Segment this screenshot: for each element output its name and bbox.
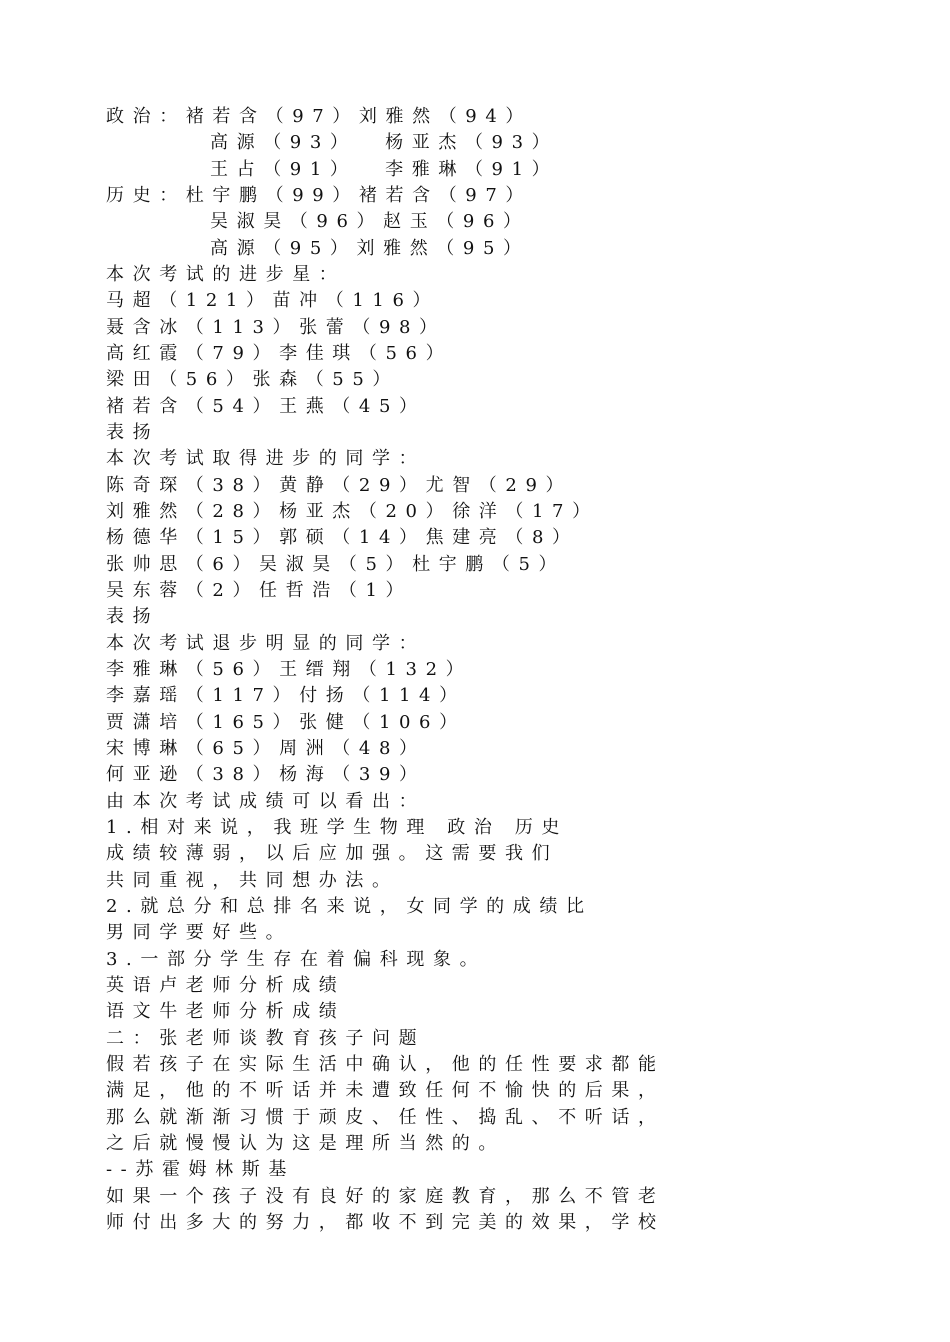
- praise-label: 表扬: [106, 606, 160, 627]
- analysis-line: 1.相对来说，我班学生物理 政治 历史: [106, 817, 569, 838]
- improved-line: 刘雅然（28）杨亚杰（20）徐洋（17）: [106, 501, 599, 522]
- praise-label: 表扬: [106, 422, 160, 443]
- closing-paragraph-line: 如果一个孩子没有良好的家庭教育，那么不管老: [106, 1186, 665, 1207]
- progress-star-line: 褚若含（54）王燕（45）: [106, 396, 426, 417]
- analysis-line: 成绩较薄弱，以后应加强。这需要我们: [106, 843, 559, 864]
- history-line-2: 吴淑昊（96）赵玉（96）: [210, 211, 530, 232]
- chinese-analysis-line: 语文牛老师分析成绩: [106, 1001, 346, 1022]
- progress-star-line: 马超（121）苗冲（116）: [106, 290, 440, 311]
- section-two-heading: 二：张老师谈教育孩子问题: [106, 1028, 426, 1049]
- analysis-line: 男同学要好些。: [106, 922, 293, 943]
- declined-line: 李嘉瑶（117）付扬（114）: [106, 685, 466, 706]
- declined-line: 贾潇培（165）张健（106）: [106, 712, 466, 733]
- declined-heading: 本次考试退步明显的同学：: [106, 633, 426, 654]
- declined-line: 何亚逊（38）杨海（39）: [106, 764, 426, 785]
- quote-paragraph-line: 之后就慢慢认为这是理所当然的。: [106, 1133, 505, 1154]
- progress-star-heading: 本次考试的进步星：: [106, 264, 346, 285]
- improved-line: 吴东蓉（2）任哲浩（1）: [106, 580, 413, 601]
- quote-paragraph-line: 那么就渐渐习惯于顽皮、任性、捣乱、不听话，: [106, 1107, 665, 1128]
- declined-line: 宋博琳（65）周洲（48）: [106, 738, 426, 759]
- analysis-line: 3.一部分学生存在着偏科现象。: [106, 949, 487, 970]
- quote-paragraph-line: 满足，他的不听话并未遭致任何不愉快的后果，: [106, 1080, 665, 1101]
- politics-top-line: 政治：褚若含（97）刘雅然（94）: [106, 106, 533, 127]
- progress-star-line: 梁田（56）张森（55）: [106, 369, 400, 390]
- improved-line: 杨德华（15）郭硕（14）焦建亮（8）: [106, 527, 579, 548]
- analysis-heading: 由本次考试成绩可以看出：: [106, 791, 426, 812]
- analysis-line: 共同重视，共同想办法。: [106, 870, 399, 891]
- quote-attribution: --苏霍姆林斯基: [106, 1159, 295, 1180]
- progress-star-line: 聂含冰（113）张蕾（98）: [106, 317, 446, 338]
- politics-line-3: 王占（91） 李雅琳（91）: [210, 159, 559, 180]
- closing-paragraph-line: 师付出多大的努力，都收不到完美的效果，学校: [106, 1212, 665, 1233]
- improved-line: 陈奇琛（38）黄静（29）尤智（29）: [106, 475, 573, 496]
- history-top-line: 历史：杜宇鹏（99）褚若含（97）: [106, 185, 533, 206]
- improved-heading: 本次考试取得进步的同学：: [106, 448, 426, 469]
- declined-line: 李雅琳（56）王缙翔（132）: [106, 659, 473, 680]
- politics-line-2: 高源（93） 杨亚杰（93）: [210, 132, 559, 153]
- analysis-line: 2.就总分和总排名来说，女同学的成绩比: [106, 896, 593, 917]
- history-line-3: 高源（95）刘雅然（95）: [210, 238, 530, 259]
- progress-star-line: 高红霞（79）李佳琪（56）: [106, 343, 453, 364]
- english-analysis-line: 英语卢老师分析成绩: [106, 975, 346, 996]
- improved-line: 张帅思（6）吴淑昊（5）杜宇鹏（5）: [106, 554, 566, 575]
- quote-paragraph-line: 假若孩子在实际生活中确认，他的任性要求都能: [106, 1054, 665, 1075]
